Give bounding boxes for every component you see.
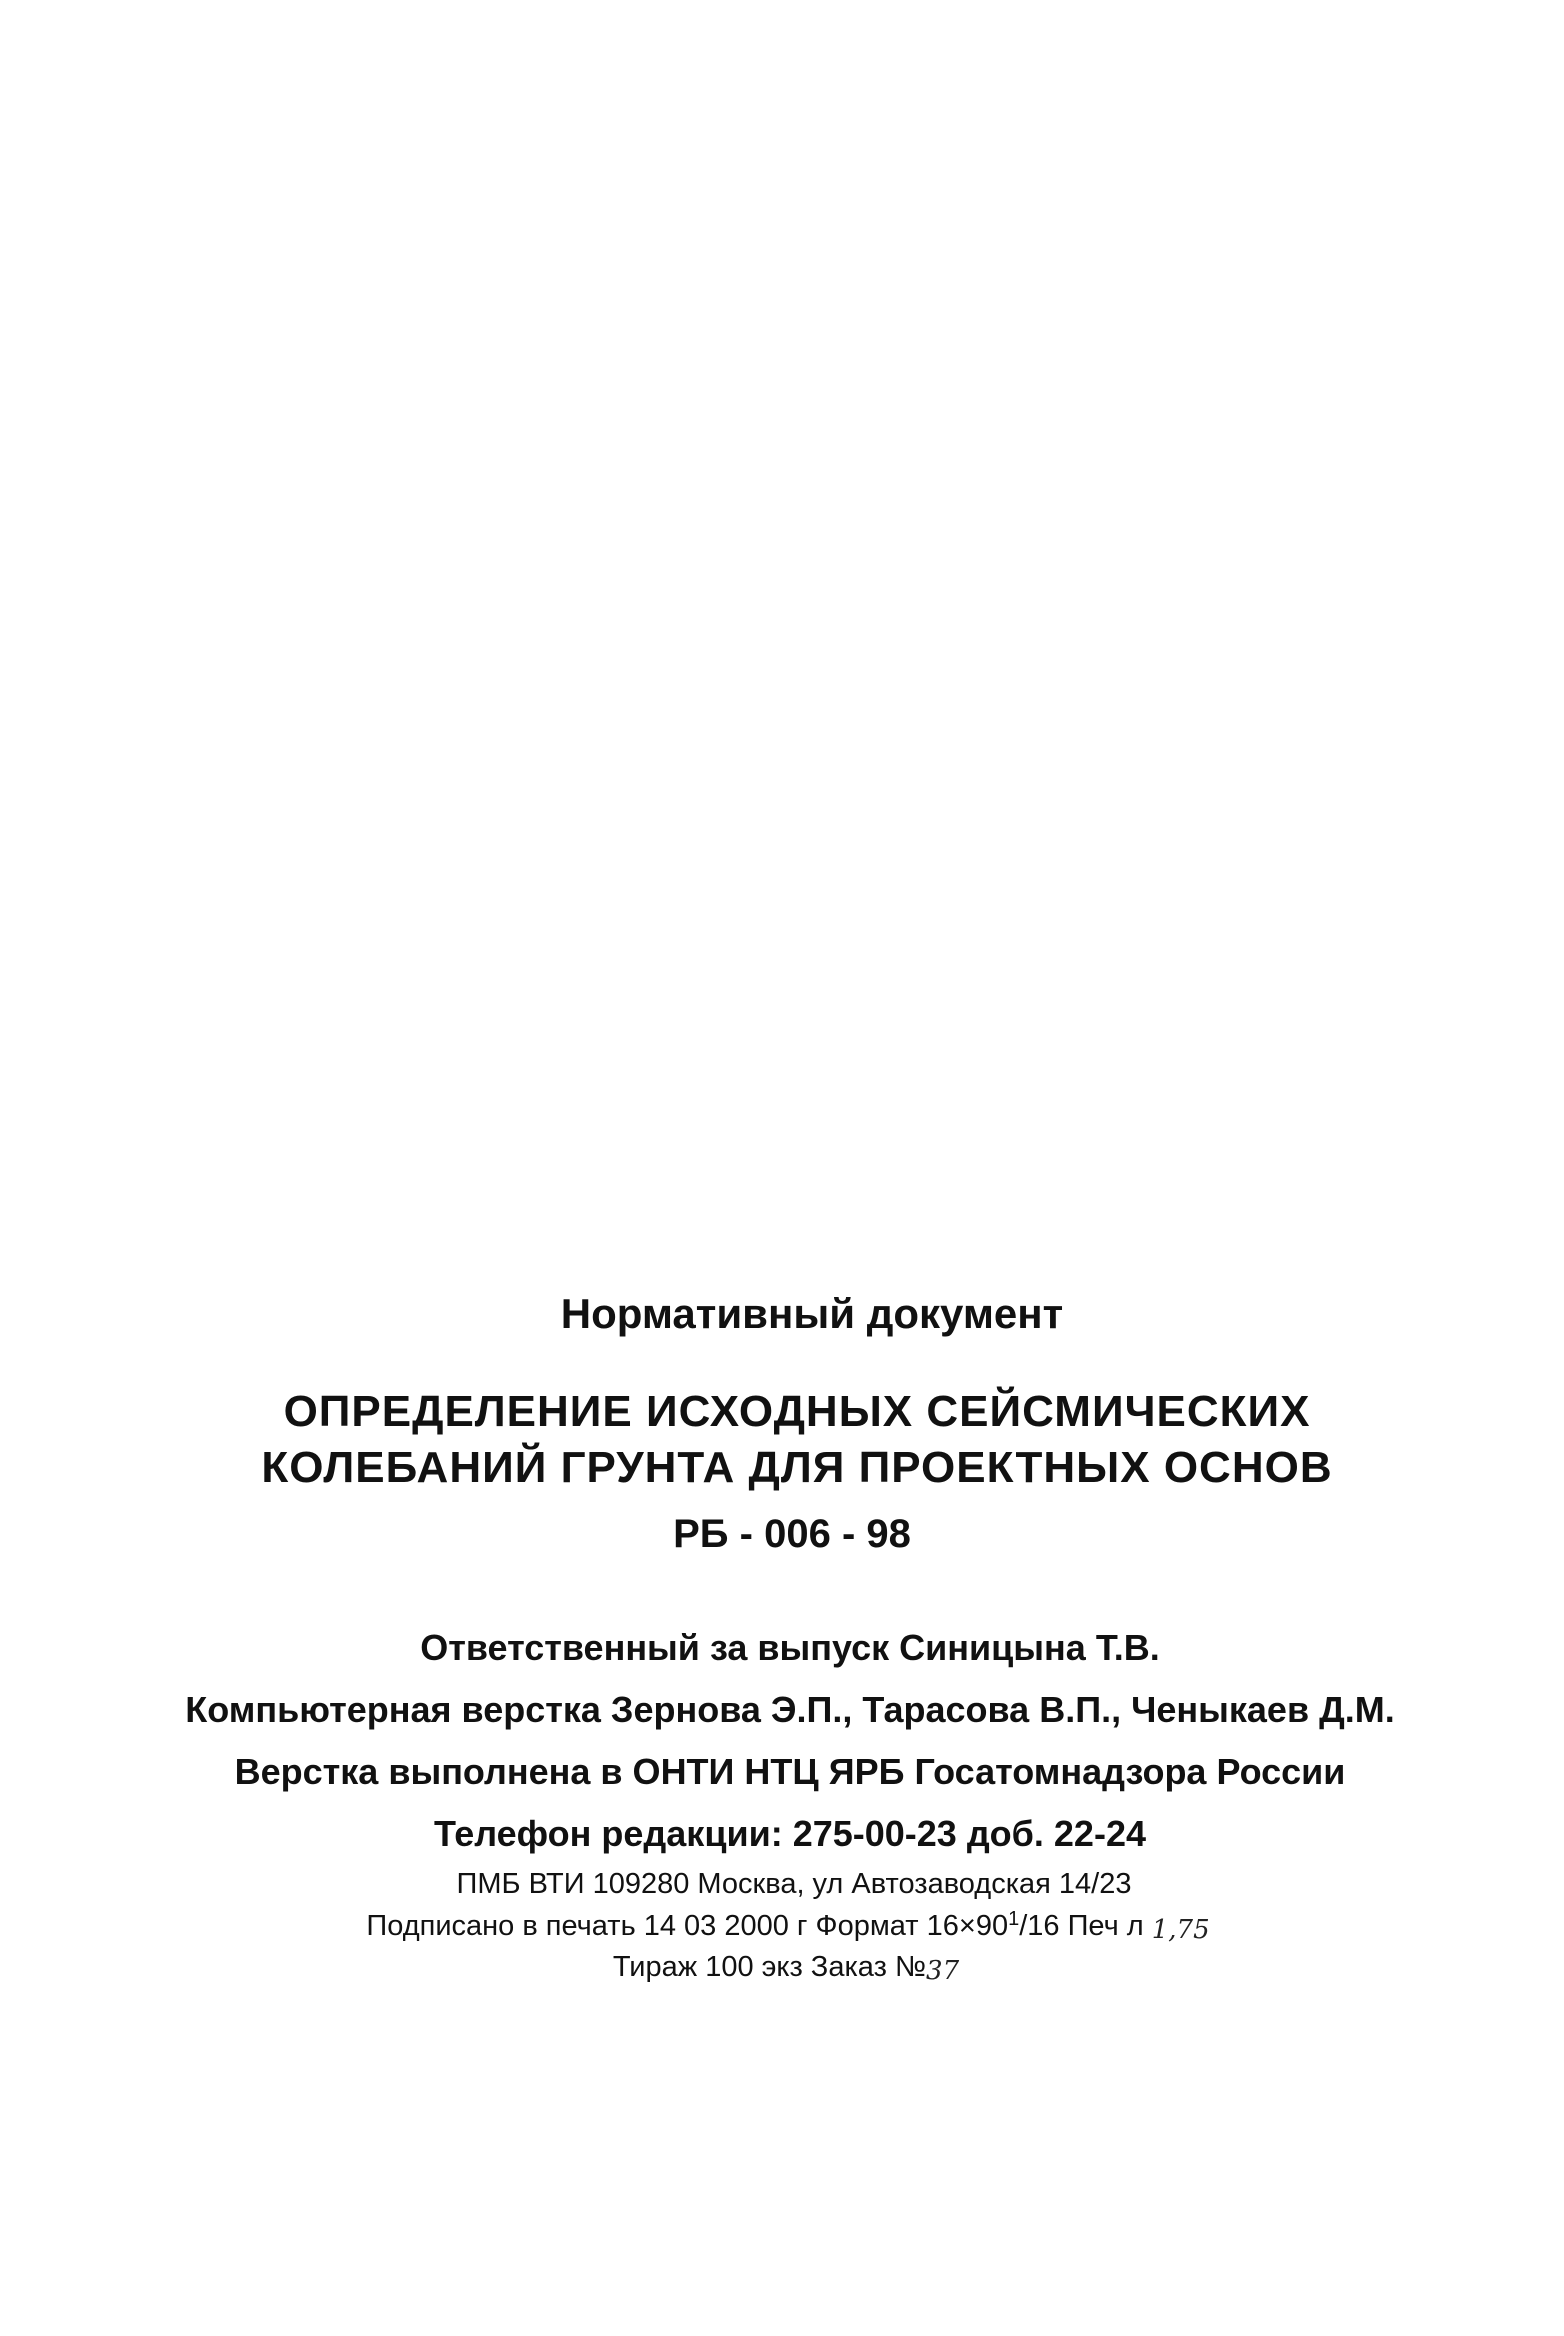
printer-address: ПМБ ВТИ 109280 Москва, ул Автозаводская 14/23 [456, 1868, 1132, 1900]
format-superscript: 1 [1008, 1908, 1020, 1930]
layout-credits: Компьютерная верстка Зернова Э.П., Тарасова В.П., Ченыкаев Д.М. [185, 1689, 1395, 1730]
document-title-line-2: КОЛЕБАНИЙ ГРУНТА ДЛЯ ПРОЕКТНЫХ ОСНОВ [261, 1443, 1333, 1492]
print-signed-line [6, 1910, 1564, 1943]
print-signed-text: Подписано в печать 14 03 2000 г Формат 16×90 [366, 1910, 1009, 1942]
document-title-line-1: ОПРЕДЕЛЕНИЕ ИСХОДНЫХ СЕЙСМИЧЕСКИХ [283, 1387, 1311, 1436]
print-run-line [4, 1951, 1564, 1984]
responsible-editor: Ответственный за выпуск Синицына Т.В. [420, 1627, 1160, 1668]
order-number-handwritten: 37 [926, 1956, 960, 1986]
layout-organization: Верстка выполнена в ОНТИ НТЦ ЯРБ Госатомнадзора России [234, 1751, 1346, 1792]
document-code: РБ - 006 - 98 [673, 1512, 911, 1556]
format-suffix: /16 Печ л [1019, 1910, 1144, 1942]
print-run-text: Тираж 100 экз Заказ № [612, 1951, 927, 1983]
editorial-phone: Телефон редакции: 275-00-23 доб. 22-24 [434, 1813, 1146, 1854]
sheets-handwritten: 1,75 [1151, 1915, 1210, 1945]
document-type: Нормативный документ [560, 1290, 1064, 1337]
